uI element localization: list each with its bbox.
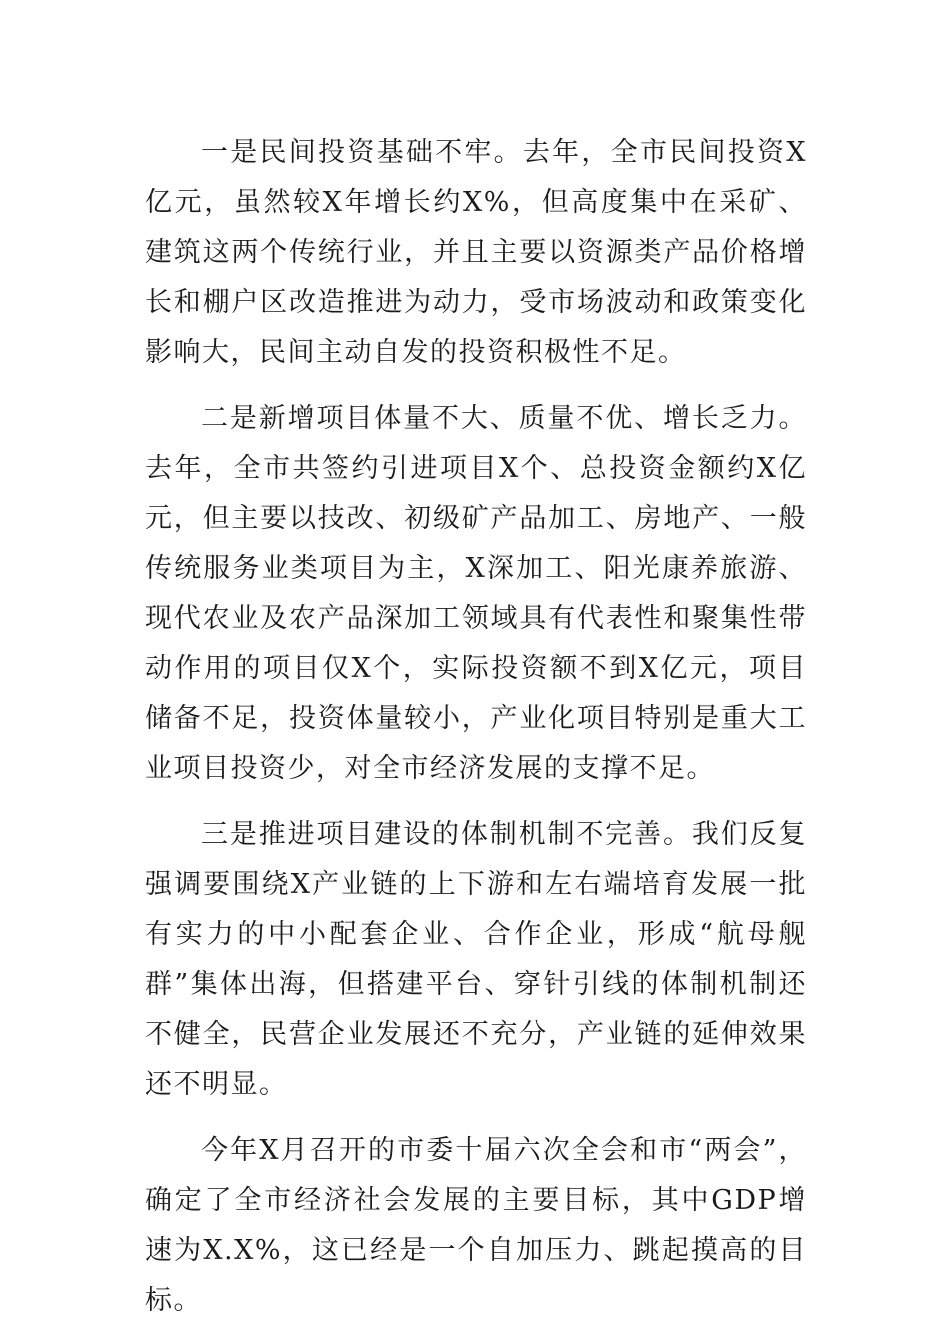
paragraph-new-projects: 二是新增项目体量不大、质量不优、增长乏力。去年，全市共签约引进项目X个、总投资金额约X亿元，但主要以技改、初级矿产品加工、房地产、一般传统服务业类项目为主，X深加工、阳光康养旅游、现代农业及农产品深加工领域具有代表性和聚集性带动作用的项目仅X个，实际投资额不到X亿元，项目储备不足，投资体量较小，产业化项目特别是重大工业项目投资少，对全市经济发展的支撑不足。 bbox=[145, 403, 807, 784]
paragraph-institutional-mechanism: 三是推进项目建设的体制机制不完善。我们反复强调要围绕X产业链的上下游和左右端培育发展一批有实力的中小配套企业、合作企业，形成“航母舰群”集体出海，但搭建平台、穿针引线的体制机制还不健全，民营企业发展还不充分，产业链的延伸效果还不明显。 bbox=[145, 819, 807, 1100]
paragraph-gdp-target: 今年X月召开的市委十届六次全会和市“两会”，确定了全市经济社会发展的主要目标，其中GDP增速为X.X%，这已经是一个自加压力、跳起摸高的目标。 bbox=[145, 1135, 807, 1316]
document-body bbox=[145, 128, 807, 1342]
paragraph-private-investment: 一是民间投资基础不牢。去年，全市民间投资X 亿元，虽然较X年增长约X%，但高度集中在采矿、建筑这两个传统行业，并且主要以资源类产品价格增长和棚户区改造推进为动力，受市场波动和政策变化影响大，民间主动自发的投资积极性不足。 bbox=[145, 137, 807, 368]
